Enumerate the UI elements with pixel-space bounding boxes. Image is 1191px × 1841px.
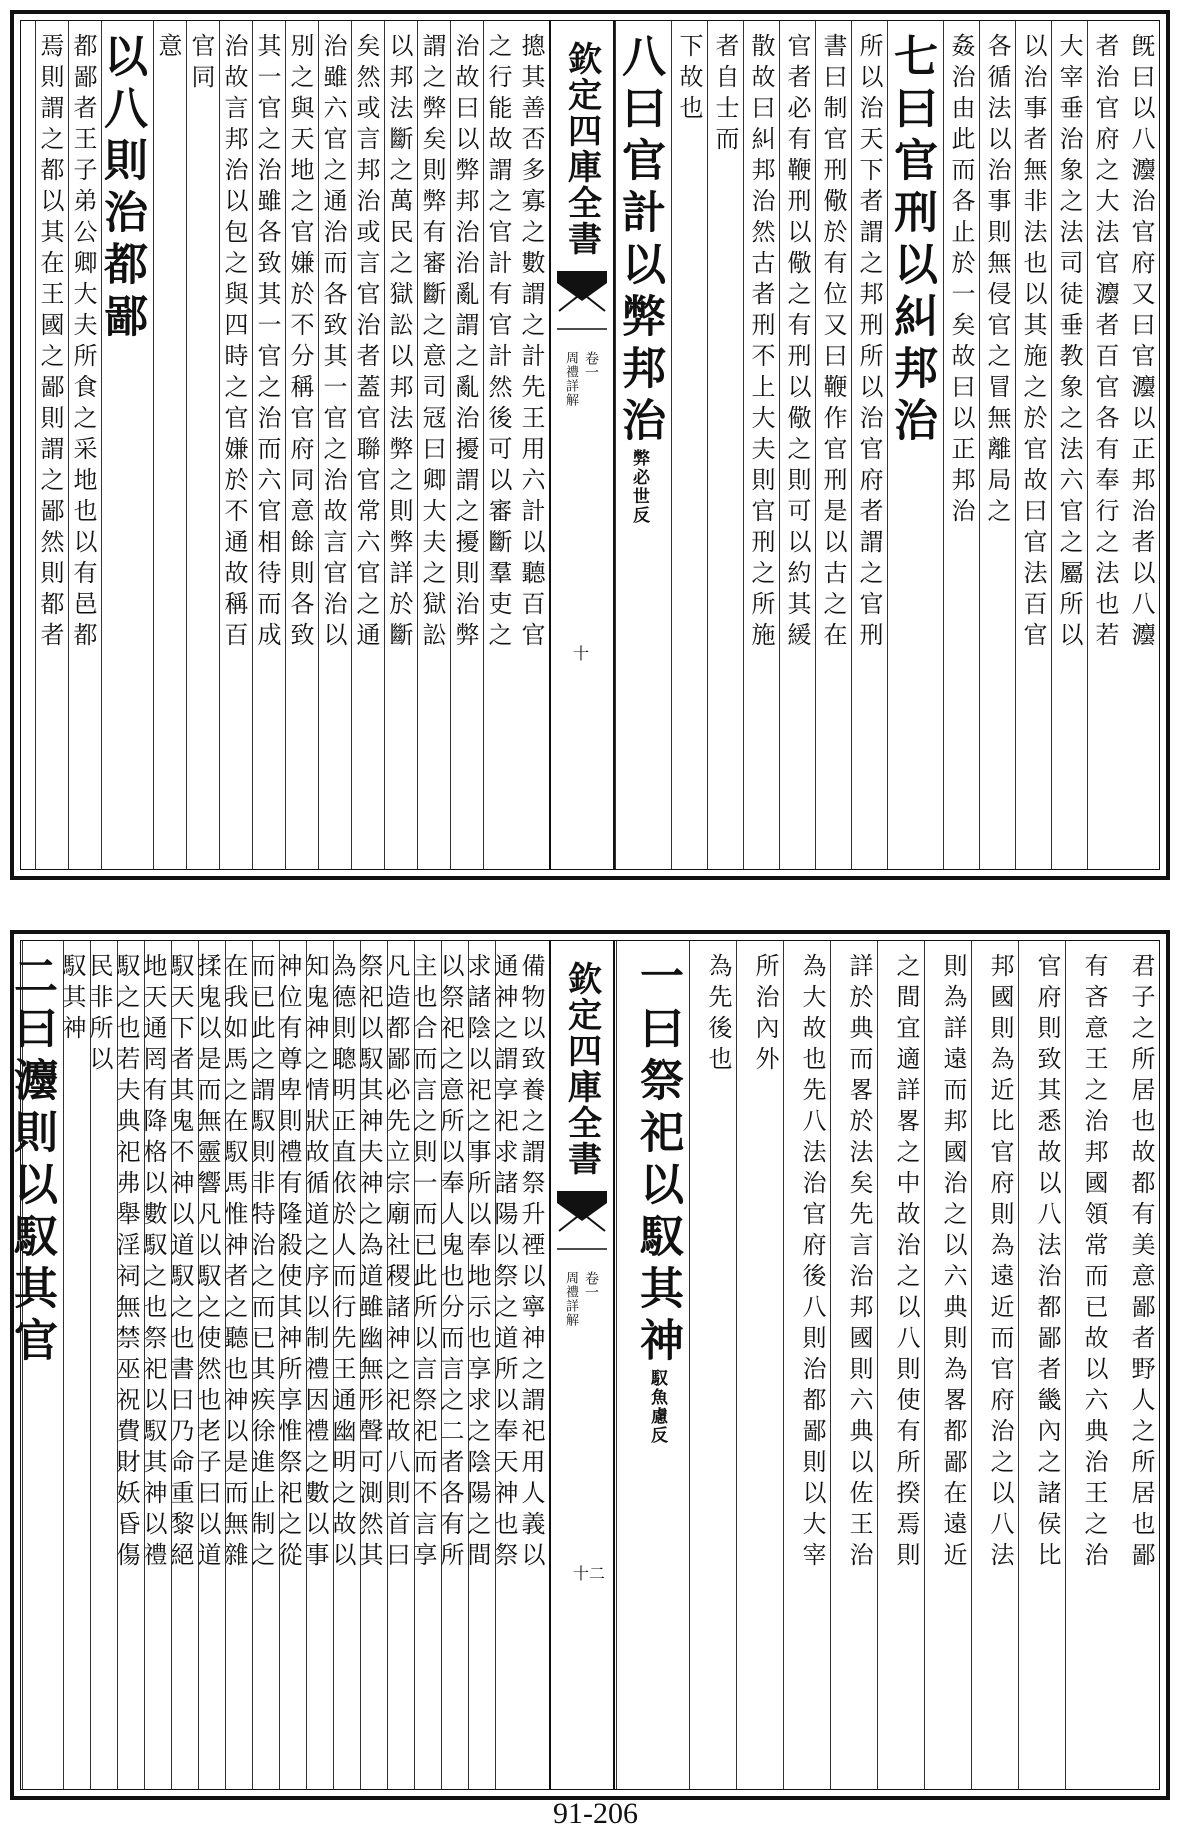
commentary-column: 下故也 bbox=[671, 21, 707, 869]
commentary-column: 以治事者無非法也以其施之於官故曰官法百官 bbox=[1015, 21, 1051, 869]
commentary-column: 矣然或言邦治或言官治者蓋官聯官常六官之通 bbox=[351, 21, 384, 869]
center-volume: 卷一 bbox=[583, 351, 599, 379]
main-text: 八曰官計以弊邦治 bbox=[614, 33, 665, 449]
main-text-column bbox=[616, 941, 689, 1789]
commentary-column: 其一官之治雖各致其一官之治而六官相待而成 bbox=[252, 21, 285, 869]
commentary-column: 姦治由此而各止於一矣故曰以正邦治 bbox=[943, 21, 979, 869]
commentary-column: 以祭祀之意所以奉人鬼也分而言之二者各有所 bbox=[441, 941, 468, 1789]
main-text-column: 以八則治都鄙 bbox=[101, 21, 153, 869]
commentary-column: 馭天下者其鬼不神以道馭之也書曰乃命重黎絕 bbox=[171, 941, 198, 1789]
commentary-column: 地天通罔有降格以數馭之也祭祀以馭其神以禮 bbox=[144, 941, 171, 1789]
commentary-column: 為德則聰明正直依於人而行先王通幽明之故以 bbox=[333, 941, 360, 1789]
commentary-column: 摠其善否多寡之數謂之計先王用六計以聽百官 bbox=[517, 33, 545, 653]
commentary-column: 為先後也 bbox=[689, 941, 736, 1789]
commentary-column: 所以治天下者謂之邦刑所以治官府者謂之官刑 bbox=[851, 21, 887, 869]
commentary-column: 都鄙者王子弟公卿大夫所食之采地也以有邑都 bbox=[68, 21, 101, 869]
commentary-column: 治故言邦治以包之與四時之官嫌於不通故稱百 bbox=[219, 21, 252, 869]
commentary-column: 祭祀以馭其神夫神之為道雖幽無形聲可測然其 bbox=[360, 941, 387, 1789]
commentary-column: 官同 bbox=[186, 21, 219, 869]
commentary-column: 散故曰糾邦治然古者刑不上大夫則官刑之所施 bbox=[743, 21, 779, 869]
commentary-column: 焉則謂之都以其在王國之鄙則謂之鄙然則都者 bbox=[35, 21, 68, 869]
center-fold-column bbox=[549, 21, 615, 869]
commentary-column: 求諸陰以祀之事所以奉地示也享求之陰陽之間 bbox=[468, 941, 495, 1789]
fishtail-ornament-icon bbox=[557, 271, 607, 331]
commentary-column: 神位有尊卑則禮有隆殺使其神所享惟祭祀之從 bbox=[279, 941, 306, 1789]
commentary-column: 民非所以 bbox=[90, 941, 117, 1789]
commentary-column: 大宰垂治象之法司徒垂教象之法六官之屬所以 bbox=[1051, 21, 1087, 869]
commentary-column: 官者必有鞭刑以儆之有刑以儆之則可以約其緩 bbox=[779, 21, 815, 869]
commentary-column: 詳於典而畧於法矣先言治邦國則六典以佐王治 bbox=[830, 941, 877, 1789]
commentary-column: 者自士而 bbox=[707, 21, 743, 869]
center-leaf-number: 十二 bbox=[573, 1564, 606, 1583]
page-number: 91-206 bbox=[553, 1797, 638, 1830]
top-page-frame bbox=[10, 10, 1170, 880]
commentary-column: 旣曰以八灋治官府又曰官灋以正邦治者以八灋 bbox=[1127, 33, 1155, 653]
commentary-column: 治故曰以弊邦治治亂謂之亂治擾謂之擾則治弊 bbox=[450, 21, 483, 869]
commentary-column: 馭之也若夫典祀弗舉淫祠無禁巫祝費財妖昏傷 bbox=[117, 941, 144, 1789]
commentary-column: 者治官府之大法官灋者百官各有奉行之法也若 bbox=[1087, 21, 1123, 869]
top-page-text-block bbox=[20, 20, 1160, 870]
bottom-page-frame bbox=[6, 930, 1170, 1800]
commentary-column: 通神之謂享祀求諸陽以祭之道所以奉天神也祭 bbox=[495, 941, 522, 1789]
pronunciation-note: 弊必世反 bbox=[629, 449, 649, 525]
main-text-column: 二曰灋則以馭其官 bbox=[22, 941, 63, 1789]
commentary-column: 君子之所居也故都有美意鄙者野人之所居也鄙 bbox=[1127, 953, 1155, 1573]
center-leaf-number: 十 bbox=[573, 644, 590, 663]
commentary-column: 之間宜適詳畧之中故治之以八則使有所揆焉則 bbox=[877, 941, 924, 1789]
commentary-column: 在我如馬之在馭馬惟神者之聽也神以是而無雜 bbox=[225, 941, 252, 1789]
commentary-column: 邦國則為近比官府則為遠近而官府治之以八法 bbox=[971, 941, 1018, 1789]
pronunciation-note: 馭魚慮反 bbox=[647, 1369, 667, 1445]
commentary-column: 知鬼神之情狀故循道之序以制禮因禮之數以事 bbox=[306, 941, 333, 1789]
center-title: 欽定四庫全書 bbox=[561, 961, 602, 1177]
commentary-column: 主也合而言之則一而已此所以言祭祀而不言享 bbox=[414, 941, 441, 1789]
center-fold-column bbox=[549, 941, 615, 1789]
main-text: 一曰祭祀以馭其神 bbox=[632, 953, 683, 1369]
commentary-column: 所治內外 bbox=[736, 941, 783, 1789]
commentary-column: 則為詳遠而邦國治之以六典則為畧都鄙在遠近 bbox=[924, 941, 971, 1789]
commentary-column: 各循法以治事則無侵官之冒無離局之 bbox=[979, 21, 1015, 869]
commentary-column: 有吝意王之治邦國領常而已故以六典治王之治 bbox=[1065, 941, 1112, 1789]
commentary-column: 為大故也先八法治官府後八則治都鄙則以大宰 bbox=[783, 941, 830, 1789]
commentary-column: 以邦法斷之萬民之獄訟以邦法弊之則弊詳於斷 bbox=[384, 21, 417, 869]
commentary-column: 別之與天地之官嫌於不分稱官府同意餘則各致 bbox=[285, 21, 318, 869]
center-book-name: 周禮詳解 bbox=[563, 1271, 578, 1327]
center-title: 欽定四庫全書 bbox=[561, 41, 602, 257]
commentary-column: 而已此之謂馭則非特治之而已其疾徐進止制之 bbox=[252, 941, 279, 1789]
commentary-column: 官府則致其悉故以八法治都鄙者畿內之諸侯比 bbox=[1018, 941, 1065, 1789]
commentary-column: 馭其神 bbox=[63, 941, 90, 1789]
commentary-column: 謂之弊矣則弊有審斷之意司冦曰卿大夫之獄訟 bbox=[417, 21, 450, 869]
commentary-column: 備物以致養之謂祭升禋以寧神之謂祀用人義以 bbox=[517, 953, 545, 1573]
main-text-column: 七曰官刑以糾邦治 bbox=[887, 21, 943, 869]
commentary-column: 揉鬼以是而無靈響凡以馭之使然也老子曰以道 bbox=[198, 941, 225, 1789]
main-text-column bbox=[615, 21, 671, 869]
center-book-name: 周禮詳解 bbox=[563, 351, 578, 407]
commentary-column: 凡造都鄙必先立宗廟社稷諸神之祀故八則首曰 bbox=[387, 941, 414, 1789]
commentary-column: 意 bbox=[153, 21, 186, 869]
center-volume: 卷一 bbox=[583, 1271, 599, 1299]
fishtail-ornament-icon bbox=[557, 1191, 607, 1251]
commentary-column: 治雖六官之通治而各致其一官之治故言官治以 bbox=[318, 21, 351, 869]
bottom-page-text-block bbox=[6, 940, 1160, 1790]
commentary-column: 書曰制官刑儆於有位又曰鞭作官刑是以古之在 bbox=[815, 21, 851, 869]
commentary-column: 之行能故謂之官計有官計然後可以審斷羣吏之 bbox=[483, 21, 516, 869]
